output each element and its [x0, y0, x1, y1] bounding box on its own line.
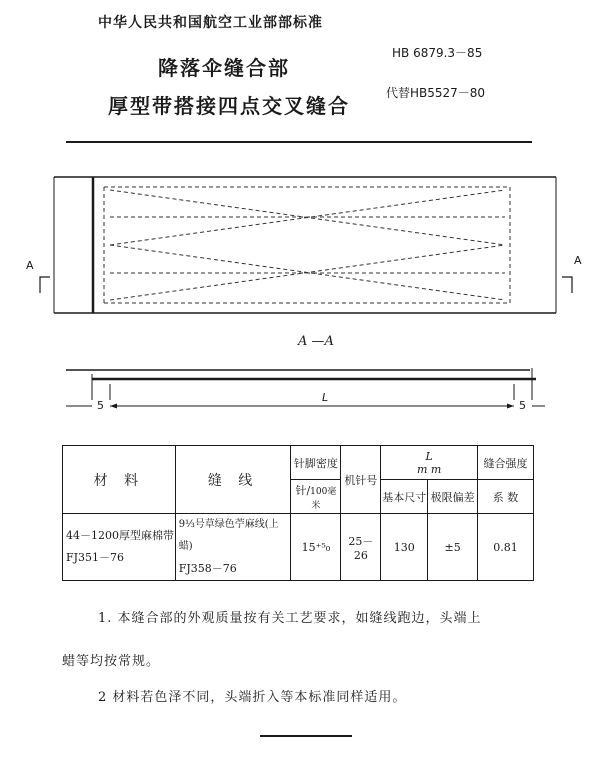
dim-center: L	[322, 391, 329, 404]
organization-header: 中华人民共和国航空工业部部标准	[98, 15, 323, 31]
header-tolerance: 极限偏差	[428, 480, 478, 514]
header-stitch-unit: 针/100毫米	[291, 480, 341, 514]
note-1-line-1: 1. 本缝合部的外观质量按有关工艺要求，如缝线跑边，头端上	[98, 611, 482, 626]
replaces-code: 代替HB5527－80	[386, 86, 486, 100]
header-needle: 机针号	[341, 446, 381, 514]
title-line-1: 降落伞缝合部	[158, 56, 290, 80]
header-thread: 缝 线	[175, 446, 291, 514]
spec-table	[62, 445, 534, 581]
note-1-line-2: 蜡等均按常规。	[62, 654, 161, 669]
section-title: A —A	[298, 334, 334, 349]
standard-code: HB 6879.3－85	[392, 46, 483, 60]
dim-left: 5	[97, 399, 104, 412]
header-stitch-density: 针脚密度	[291, 446, 341, 480]
title-line-2: 厚型带搭接四点交叉缝合	[108, 94, 350, 118]
material-line2: FJ351－76	[66, 551, 125, 564]
header-stitch-unit-value: 100毫米	[310, 487, 337, 511]
density-cell: 15⁺⁵₀	[291, 514, 341, 581]
header-strength: 缝合强度	[478, 446, 534, 480]
header-stitch-unit-prefix: 针	[295, 484, 307, 497]
top-view-drawing	[0, 165, 600, 325]
header-rule	[66, 141, 532, 143]
header-L-symbol: L	[425, 449, 433, 463]
section-mark-left: A	[26, 259, 34, 272]
thread-line2: FJ358－76	[178, 562, 237, 575]
material-line1: 44－1200厚型麻棉带	[66, 529, 174, 542]
header-basic-size: 基本尺寸	[381, 480, 428, 514]
needle-cell: 25－26	[341, 514, 381, 581]
material-cell	[63, 514, 176, 581]
section-view-drawing	[0, 360, 600, 420]
header-material: 材 料	[63, 446, 176, 514]
tolerance-cell: ±5	[428, 514, 478, 581]
thread-line1: 9⅓号草绿色苧麻线(上蜡)	[178, 519, 279, 552]
dim-right: 5	[519, 399, 526, 412]
table-row	[63, 514, 534, 581]
thread-cell	[175, 514, 291, 581]
bottom-rule	[260, 735, 352, 737]
note-2: 2 材料若色泽不同，头端折入等本标准同样适用。	[98, 690, 407, 705]
header-coef: 系 数	[478, 480, 534, 514]
section-mark-right: A	[574, 254, 582, 267]
header-L	[381, 446, 478, 480]
header-L-unit: m m	[416, 462, 442, 476]
coef-cell: 0.81	[478, 514, 534, 581]
basic-cell: 130	[381, 514, 428, 581]
